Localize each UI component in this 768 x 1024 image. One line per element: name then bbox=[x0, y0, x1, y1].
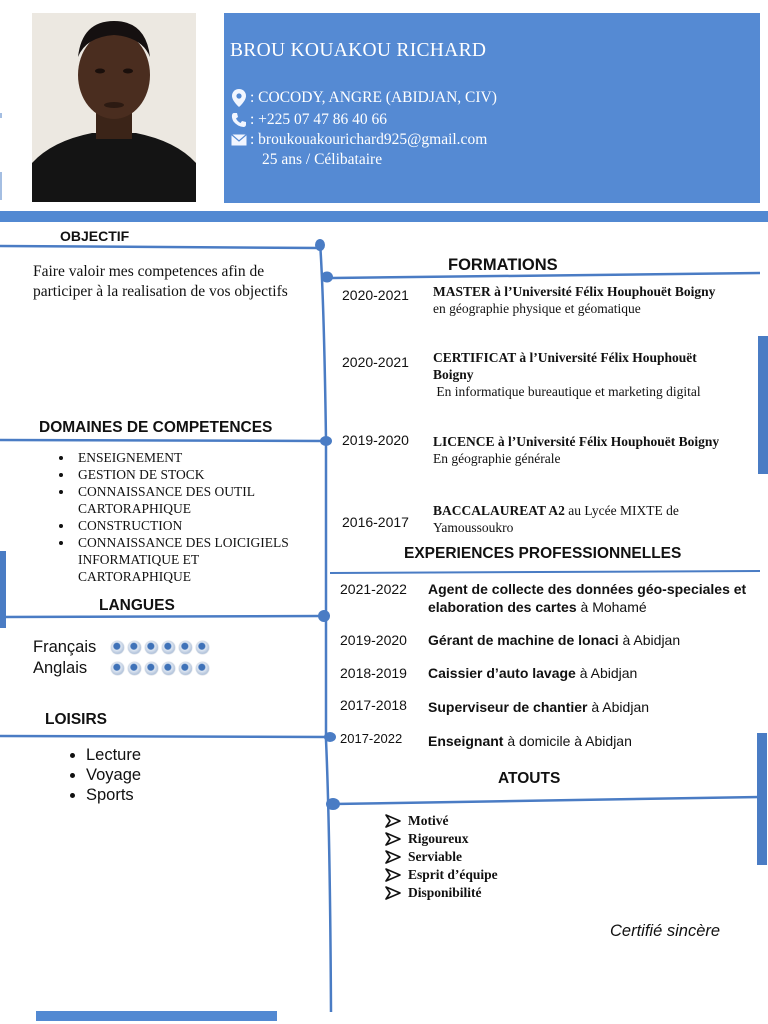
langue-level-dots bbox=[111, 641, 209, 654]
atout-label: Motivé bbox=[408, 813, 449, 828]
experience-entry bbox=[428, 664, 764, 682]
competences-list bbox=[30, 449, 310, 585]
atout-label: Serviable bbox=[408, 849, 462, 864]
level-dot bbox=[145, 662, 158, 675]
loisirs-list bbox=[28, 745, 141, 805]
experience-place: à Abidjan bbox=[575, 665, 638, 681]
arrow-bullet-icon bbox=[385, 850, 403, 864]
langue-row bbox=[33, 637, 209, 658]
competences-title: DOMAINES DE COMPETENCES bbox=[39, 419, 273, 436]
langue-level-dots bbox=[111, 662, 209, 675]
formation-year: 2016-2017 bbox=[342, 514, 409, 530]
formation-entry bbox=[433, 433, 733, 467]
level-dot bbox=[179, 662, 192, 675]
objectif-title: OBJECTIF bbox=[60, 228, 130, 244]
competence-item: • CONSTRUCTION bbox=[74, 517, 310, 534]
langue-row bbox=[33, 658, 209, 679]
langue-name: Français bbox=[33, 638, 97, 656]
atouts-list bbox=[385, 812, 498, 902]
formation-detail: En informatique bureautique et marketing digital bbox=[433, 384, 701, 399]
experience-place: à Abidjan bbox=[618, 632, 681, 648]
arrow-bullet-icon bbox=[385, 832, 403, 846]
formation-title: CERTIFICAT à l’Université Félix Houphouët Boigny bbox=[433, 350, 697, 382]
experiences-title: EXPERIENCES PROFESSIONNELLES bbox=[404, 545, 682, 562]
formation-year: 2020-2021 bbox=[342, 354, 409, 370]
level-dot bbox=[111, 662, 124, 675]
competences-list-wrapper bbox=[30, 449, 310, 584]
langue-name: Anglais bbox=[33, 659, 88, 677]
experience-place: à Mohamé bbox=[576, 599, 647, 615]
level-dot bbox=[196, 641, 209, 654]
arrow-bullet-icon bbox=[385, 886, 403, 900]
phone-text: : +225 07 47 86 40 66 bbox=[250, 111, 388, 128]
experience-place: à domicile à Abidjan bbox=[503, 733, 632, 749]
level-dot bbox=[128, 662, 141, 675]
formation-year: 2019-2020 bbox=[342, 432, 409, 448]
loisir-item: • Lecture bbox=[86, 745, 141, 765]
level-dot bbox=[179, 641, 192, 654]
experience-role: Enseignant bbox=[428, 733, 504, 749]
loisir-item: • Sports bbox=[86, 785, 141, 805]
objectif-text: Faire valoir mes competences afin de participer à la realisation de vos objectifs bbox=[33, 263, 288, 300]
experience-entry bbox=[428, 631, 764, 649]
formation-detail: En géographie générale bbox=[433, 451, 561, 466]
arrow-bullet-icon bbox=[385, 814, 403, 828]
candidate-name: BROU KOUAKOU RICHARD bbox=[230, 40, 487, 61]
experience-year: 2018-2019 bbox=[340, 665, 407, 681]
email-text[interactable]: : broukouakourichard925@gmail.com bbox=[250, 131, 488, 148]
competence-item: • ENSEIGNEMENT bbox=[74, 449, 310, 466]
formation-title: MASTER à l’Université Félix Houphouët Boigny bbox=[433, 284, 716, 299]
formation-detail: en géographie physique et géomatique bbox=[433, 301, 641, 316]
experience-place: à Abidjan bbox=[587, 699, 650, 715]
formation-title: LICENCE à l’Université Félix Houphouët Boigny bbox=[433, 434, 720, 449]
experience-entry bbox=[428, 698, 764, 716]
level-dot bbox=[145, 641, 158, 654]
experience-year: 2017-2022 bbox=[340, 731, 403, 746]
experience-role: Caissier d’auto lavage bbox=[428, 665, 576, 681]
formation-detail: au Lycée MIXTE de Yamoussoukro bbox=[433, 503, 679, 535]
atout-label: Rigoureux bbox=[408, 831, 469, 846]
competence-item: • GESTION DE STOCK bbox=[74, 466, 310, 483]
arrow-bullet-icon bbox=[385, 868, 403, 882]
competence-item: • CONNAISSANCE DES OUTIL CARTORAPHIQUE bbox=[74, 483, 310, 517]
langues-title: LANGUES bbox=[99, 597, 175, 614]
experience-year: 2021-2022 bbox=[340, 581, 407, 597]
level-dot bbox=[196, 662, 209, 675]
experience-year: 2017-2018 bbox=[340, 697, 407, 713]
experience-role: Agent de collecte des données géo-speciales et elaboration des cartes bbox=[428, 581, 747, 615]
level-dot bbox=[128, 641, 141, 654]
atouts-title: ATOUTS bbox=[498, 770, 561, 787]
experience-year: 2019-2020 bbox=[340, 632, 407, 648]
formation-entry bbox=[433, 283, 733, 317]
experience-entry bbox=[428, 732, 764, 750]
level-dot bbox=[162, 641, 175, 654]
competence-item: • CONNAISSANCE DES LOICIGIELS INFORMATIQUE ET CARTORAPHIQUE bbox=[74, 534, 310, 585]
atout-item bbox=[385, 866, 498, 884]
atout-item bbox=[385, 812, 498, 830]
experience-role: Gérant de machine de lonaci bbox=[428, 632, 619, 648]
atout-label: Esprit d’équipe bbox=[408, 867, 498, 882]
level-dot bbox=[111, 641, 124, 654]
level-dot bbox=[162, 662, 175, 675]
atout-item bbox=[385, 830, 498, 848]
atout-item bbox=[385, 848, 498, 866]
langues-list bbox=[33, 637, 209, 679]
formation-entry bbox=[433, 502, 733, 536]
certifie-sincere: Certifié sincère bbox=[610, 922, 721, 940]
address-text: : COCODY, ANGRE (ABIDJAN, CIV) bbox=[250, 89, 497, 106]
loisir-item: • Voyage bbox=[86, 765, 141, 785]
loisirs-title: LOISIRS bbox=[45, 711, 108, 728]
age-status: 25 ans / Célibataire bbox=[262, 151, 383, 168]
experience-role: Superviseur de chantier bbox=[428, 699, 588, 715]
atout-item bbox=[385, 884, 498, 902]
experience-entry bbox=[428, 580, 764, 616]
atout-label: Disponibilité bbox=[408, 885, 482, 900]
formation-title: BACCALAUREAT A2 bbox=[433, 503, 565, 518]
formation-entry bbox=[433, 349, 733, 400]
formations-title: FORMATIONS bbox=[448, 256, 558, 274]
formation-year: 2020-2021 bbox=[342, 287, 409, 303]
